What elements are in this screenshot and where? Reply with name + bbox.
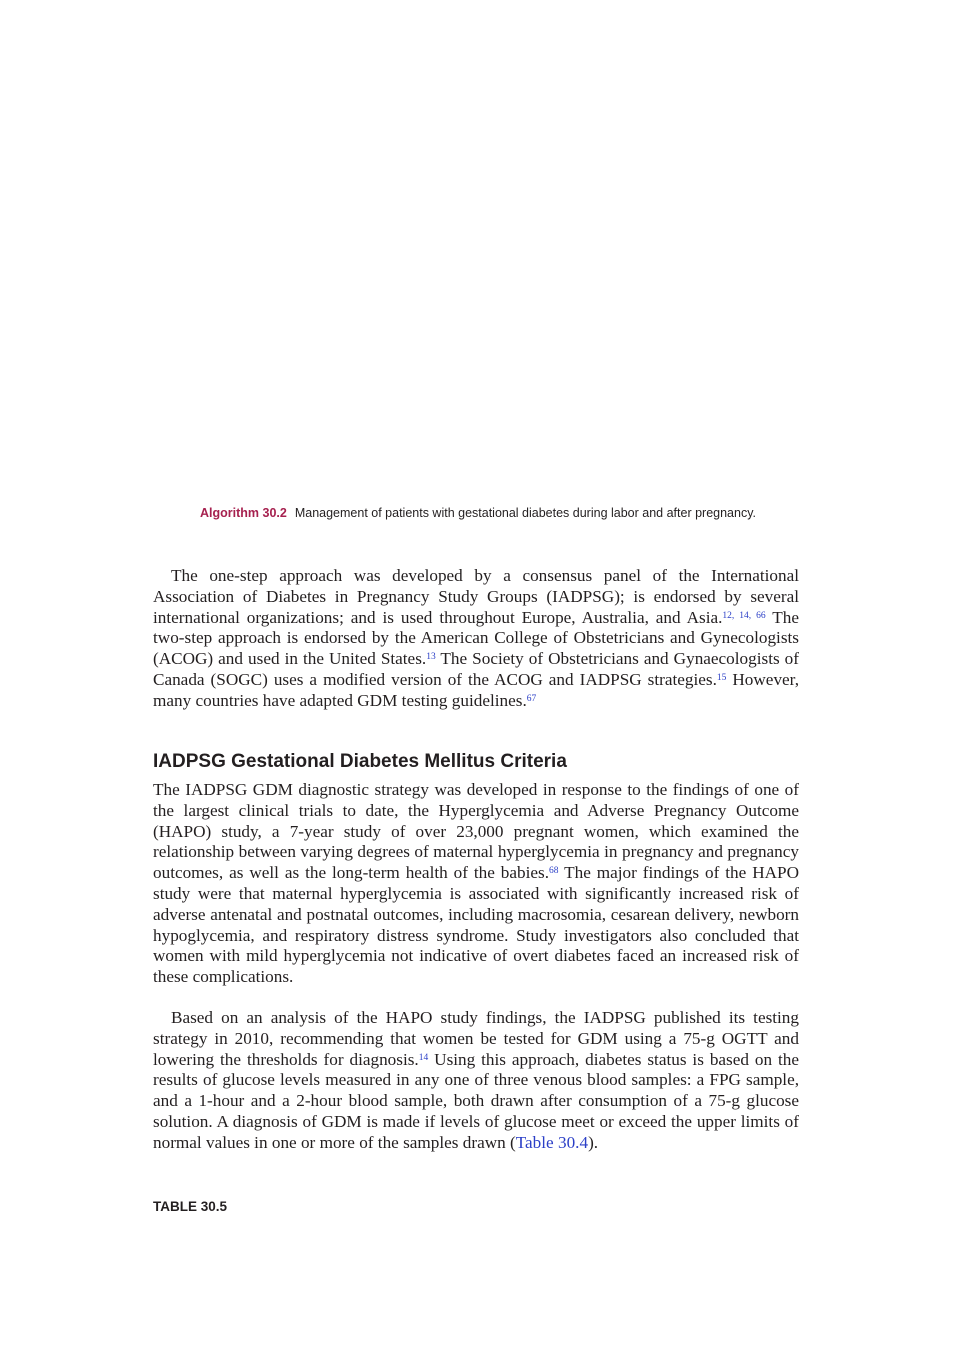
- table-label: TABLE 30.5: [153, 1199, 228, 1214]
- paragraph-text: Based on an analysis of the HAPO study findings, the IADPSG published its testing strategy in 2010, recommending that women be tested for GDM using a 75-g OGTT and lowering the thresholds for diagnosis.: [153, 1008, 799, 1069]
- paragraph-approaches: [153, 566, 799, 712]
- section-heading: IADPSG Gestational Diabetes Mellitus Criteria: [153, 751, 567, 772]
- paragraph-testing-strategy: [153, 1008, 799, 1154]
- paragraph-text: However, many countries have adapted GDM testing guidelines.: [153, 669, 799, 710]
- reference-link[interactable]: 15: [716, 672, 727, 683]
- reference-link[interactable]: 68: [549, 866, 559, 877]
- table-link[interactable]: Table 30.4: [515, 1132, 589, 1152]
- reference-link[interactable]: 67: [526, 693, 537, 704]
- paragraph-text: The one-step approach was developed by a consensus panel of the International Association of Diabetes in Pregnancy Study Groups (IADPSG); is endorsed by several international organizations; and is used throughout Europe, Australia, and Asia.: [153, 566, 799, 627]
- reference-link[interactable]: 14: [418, 1052, 429, 1063]
- caption-text: Management of patients with gestational diabetes during labor and after pregnancy.: [294, 506, 757, 520]
- paragraph-hapo-study: [153, 780, 799, 988]
- figure-caption: [200, 503, 770, 524]
- paragraph-text: Using this approach, diabetes status is based on the results of glucose levels measured in any one of three venous blood samples: a FPG sample, and a 1-hour and a 2-hour blood sample, both drawn after consumption of a 75-g glucose solution. A diagnosis of GDM is made if levels of glucose meet or exceed the upper limits of normal values in one or more of the samples drawn (: [153, 1049, 799, 1152]
- paragraph-text: The IADPSG GDM diagnostic strategy was developed in response to the findings of one of the largest clinical trials to date, the Hyperglycemia and Adverse Pregnancy Outcome (HAPO) study, a 7-year study of over 23,000 pregnant women, which examined the relationship between varying degrees of maternal hyperglycemia in pregnancy and pregnancy outcomes, as well as the long-term health of the babies.: [153, 780, 799, 883]
- algorithm-label: Algorithm 30.2: [200, 506, 287, 520]
- paragraph-text: ).: [588, 1132, 599, 1152]
- reference-link[interactable]: 13: [426, 652, 436, 663]
- paragraph-text: The two-step approach is endorsed by the American College of Obstetricians and Gynecologists (ACOG) and used in the United States.: [153, 607, 799, 669]
- paragraph-text: The Society of Obstetricians and Gynaecologists of Canada (SOGC) uses a modified version of the ACOG and IADPSG strategies.: [153, 649, 800, 689]
- paragraph-text: The major findings of the HAPO study were that maternal hyperglycemia is associated with significantly increased risk of adverse antenatal and postnatal outcomes, including macrosomia, cesarean delivery, newborn hypoglycemia, and respiratory distress syndrome. Study investigators also concluded that women with mild hyperglycemia not indicative of overt diabetes faced an increased risk of these complications.: [153, 863, 799, 987]
- reference-link[interactable]: 12, 14, 66: [722, 610, 766, 621]
